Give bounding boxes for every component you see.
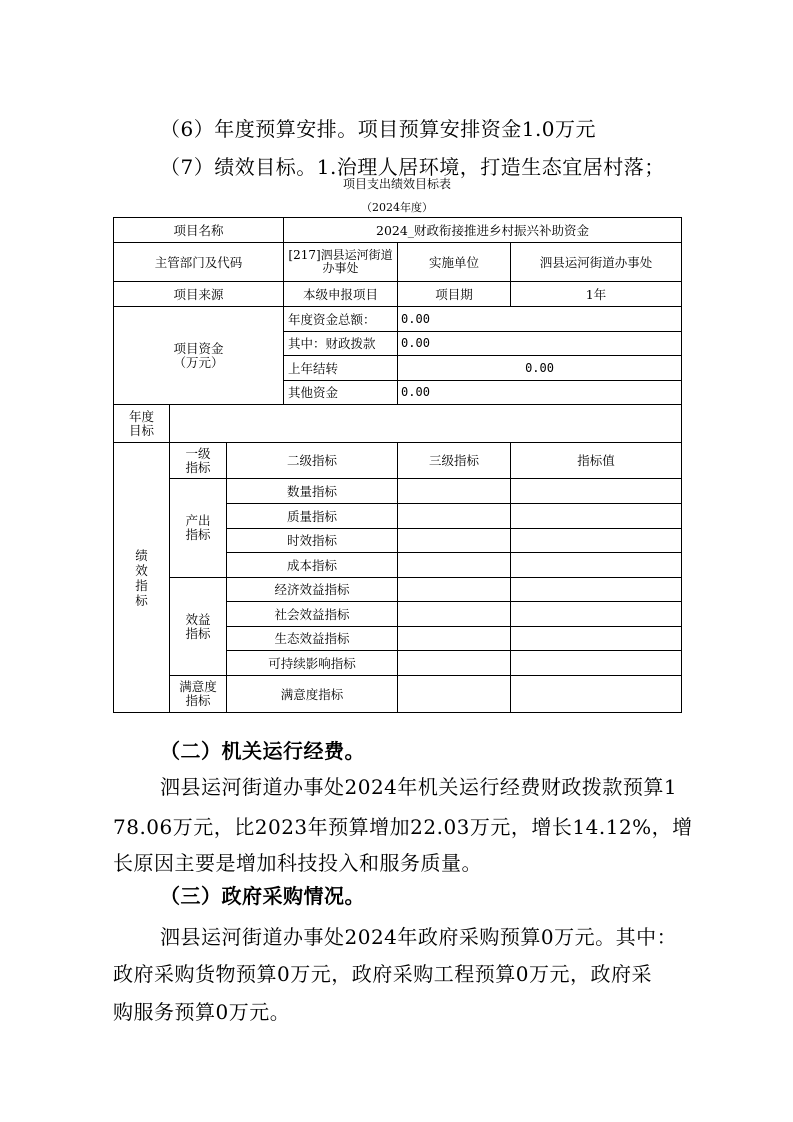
section3-line: 泗县运河街道办事处2024年政府采购预算0万元。其中： <box>160 925 678 949</box>
period-label: 项目期 <box>398 282 511 307</box>
funds-total-value: 0.00 <box>398 307 682 332</box>
header-level2: 二级指标 <box>227 443 398 479</box>
benefit-item: 生态效益指标 <box>227 627 398 651</box>
table-year: （2024年度） <box>361 201 433 214</box>
project-name-value: 2024_财政衔接推进乡村振兴补助资金 <box>284 218 682 243</box>
level3-cell <box>398 676 511 713</box>
level3-cell <box>398 504 511 529</box>
section2-line: 泗县运河街道办事处2024年机关运行经费财政拨款预算1 <box>160 775 678 799</box>
satisfaction-indicator-label: 满意度指标 <box>170 676 227 713</box>
benefit-item: 经济效益指标 <box>227 578 398 602</box>
budget-line: （6）年度预算安排。项目预算安排资金1.0万元 <box>160 117 597 141</box>
level3-cell <box>398 651 511 676</box>
header-level3: 三级指标 <box>398 443 511 479</box>
annual-goal-value <box>170 405 682 443</box>
performance-target-table <box>113 217 682 713</box>
level3-cell <box>398 602 511 627</box>
header-level1: 一级指标 <box>170 443 227 479</box>
source-label: 项目来源 <box>114 282 284 307</box>
value-cell <box>511 553 682 578</box>
benefit-item: 社会效益指标 <box>227 602 398 627</box>
level3-cell <box>398 553 511 578</box>
value-cell <box>511 504 682 529</box>
perf-indicator-label: 绩效指标 <box>114 443 170 713</box>
funds-carryover-label: 上年结转 <box>284 356 398 381</box>
funds-label: 项目资金（万元） <box>114 307 284 405</box>
value-cell <box>511 479 682 504</box>
output-indicator-label: 产出指标 <box>170 479 227 578</box>
funds-fiscal-value: 0.00 <box>398 332 682 356</box>
section2-line: 长原因主要是增加科技投入和服务质量。 <box>113 851 482 875</box>
benefit-indicator-label: 效益指标 <box>170 578 227 676</box>
section3-heading: （三）政府采购情况。 <box>160 884 365 908</box>
value-cell <box>511 578 682 602</box>
value-cell <box>511 602 682 627</box>
source-value: 本级申报项目 <box>284 282 398 307</box>
section2-line: 78.06万元，比2023年预算增加22.03万元，增长14.12%，增 <box>113 815 693 839</box>
output-item: 时效指标 <box>227 529 398 553</box>
funds-other-label: 其他资金 <box>284 381 398 405</box>
satisfaction-item: 满意度指标 <box>227 676 398 713</box>
value-cell <box>511 651 682 676</box>
period-value: 1年 <box>511 282 682 307</box>
table-caption: 项目支出绩效目标表 <box>342 177 451 191</box>
value-cell <box>511 627 682 651</box>
benefit-item: 可持续影响指标 <box>227 651 398 676</box>
impl-value: 泗县运河街道办事处 <box>511 243 682 282</box>
goal-line: （7）绩效目标。1.治理人居环境，打造生态宜居村落； <box>160 155 665 179</box>
funds-other-value: 0.00 <box>398 381 682 405</box>
funds-fiscal-label: 其中：财政拨款 <box>284 332 398 356</box>
output-item: 成本指标 <box>227 553 398 578</box>
level3-cell <box>398 627 511 651</box>
value-cell <box>511 529 682 553</box>
value-cell <box>511 676 682 713</box>
project-name-label: 项目名称 <box>114 218 284 243</box>
section3-line: 购服务预算0万元。 <box>113 1000 291 1024</box>
section2-heading: （二）机关运行经费。 <box>160 739 365 763</box>
dept-label: 主管部门及代码 <box>114 243 284 282</box>
header-indicator-value: 指标值 <box>511 443 682 479</box>
output-item: 质量指标 <box>227 504 398 529</box>
funds-total-label: 年度资金总额： <box>284 307 398 332</box>
dept-value: [217]泗县运河街道办事处 <box>284 243 398 282</box>
level3-cell <box>398 578 511 602</box>
level3-cell <box>398 479 511 504</box>
annual-goal-label: 年度目标 <box>114 405 170 443</box>
section3-line: 政府采购货物预算0万元，政府采购工程预算0万元，政府采 <box>113 962 652 986</box>
level3-cell <box>398 529 511 553</box>
output-item: 数量指标 <box>227 479 398 504</box>
funds-carryover-value: 0.00 <box>398 356 682 381</box>
impl-label: 实施单位 <box>398 243 511 282</box>
